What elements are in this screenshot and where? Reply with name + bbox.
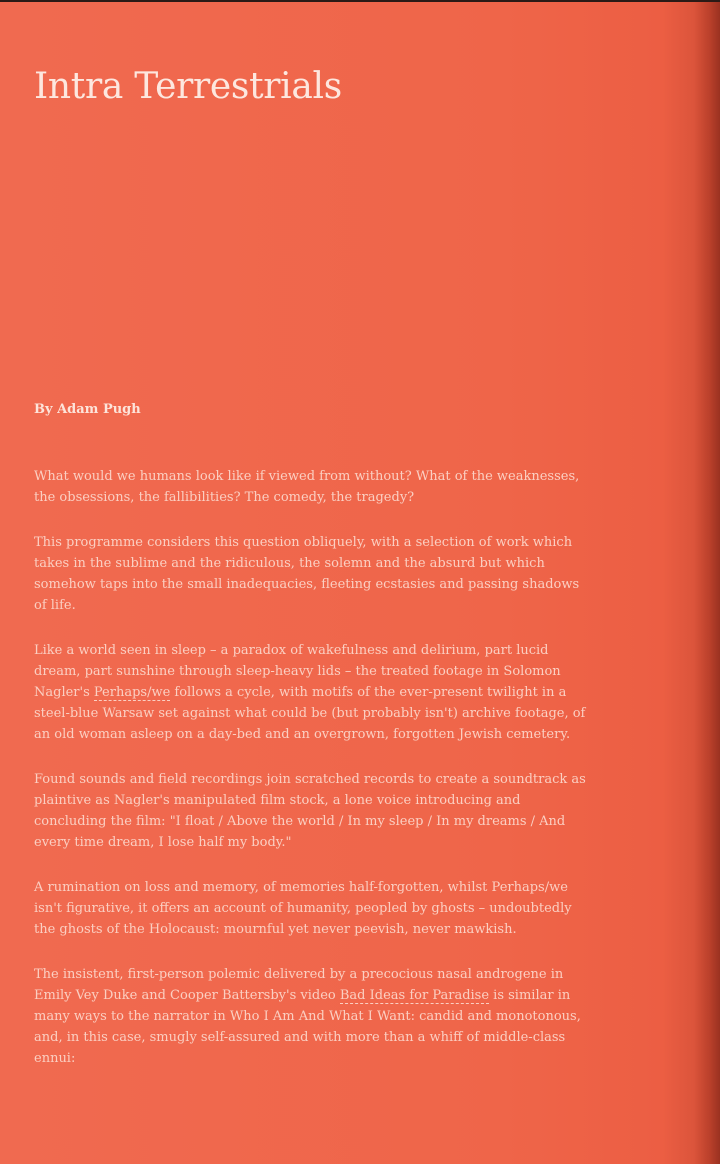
spine-shadow — [694, 0, 720, 1164]
page-top-edge — [0, 0, 720, 2]
paragraph-3-text-b: follows a cycle, with motifs of the ever-present twilight in a steel-blue Warsaw set against what could be (but probably isn't) archive footage, of an old woman asleep on a day-bed and an overgrown, forgotten Jewish cemetery. — [34, 685, 586, 742]
paragraph-3-text-a: Like a world seen in sleep – a paradox of wakefulness and delirium, part lucid dream, part sunshine through sleep-heavy lids – the treated footage in Solomon Nagler's — [34, 643, 561, 700]
paragraph-2: This programme considers this question obliquely, with a selection of work which takes in the sublime and the ridiculous, the solemn and the absurd but which somehow taps into the small inadequacies, fleeting ecstasies and passing shadows of life. — [34, 535, 580, 613]
paragraph-6-text-b: is similar in many ways to the narrator in Who I Am And What I Want: candid and monotonous, and, in this case, smugly self-assured and with more than a whiff of middle-class ennui: — [34, 988, 581, 1066]
paragraph-5: A rumination on loss and memory, of memories half-forgotten, whilst Perhaps/we isn't figurative, it offers an account of humanity, peopled by ghosts – undoubtedly the ghosts of the Holocaust: mournful yet never peevish, never mawkish. — [34, 880, 572, 937]
paragraph-6-text-a: The insistent, first-person polemic delivered by a precocious nasal androgene in Emily Vey Duke and Cooper Battersby's video — [34, 967, 564, 1003]
article-body — [34, 466, 594, 1093]
paragraph-6 — [34, 964, 594, 1069]
film-title-bad-ideas: Bad Ideas for Paradise — [339, 988, 490, 1003]
article-title: Intra Terrestrials — [34, 66, 342, 107]
paragraph-3 — [34, 640, 594, 745]
film-title-perhaps-we: Perhaps/we — [93, 685, 171, 700]
paragraph-4: Found sounds and field recordings join scratched records to create a soundtrack as plaintive as Nagler's manipulated film stock, a lone voice introducing and concluding the film: "I float / Above the world / In my sleep / In my dreams / And every time dream, I lose half my body." — [34, 772, 586, 850]
paragraph-1: What would we humans look like if viewed from without? What of the weaknesses, the obsessions, the fallibilities? The comedy, the tragedy? — [34, 469, 580, 505]
author-byline: By Adam Pugh — [34, 402, 141, 417]
